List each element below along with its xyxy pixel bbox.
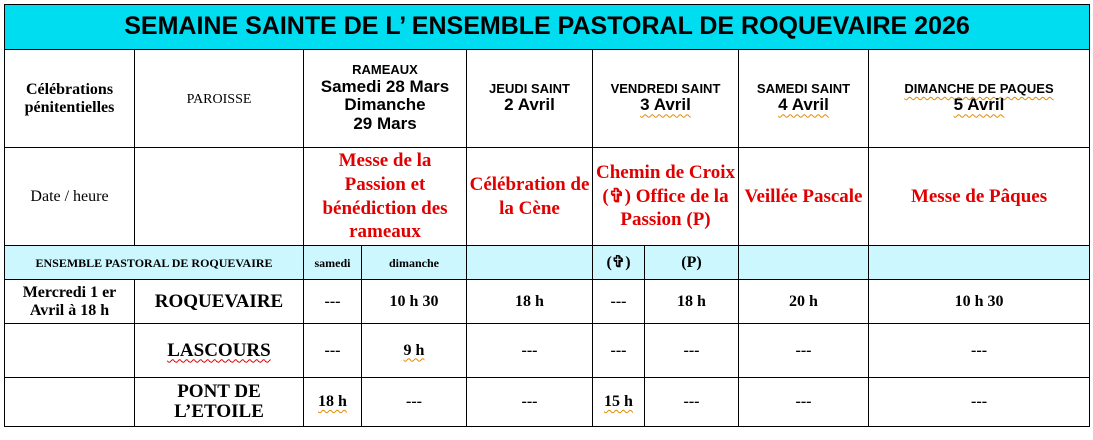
rameaux-header (304, 50, 467, 148)
ensemble-cell (5, 246, 304, 280)
event-row (5, 148, 1090, 246)
dimanche-event: Messe de Pâques (910, 185, 1048, 207)
parish-cell (135, 324, 304, 378)
samedi-event-cell (739, 148, 869, 246)
date-label: Date / heure (30, 187, 109, 205)
cell-samedi-saint (739, 378, 869, 427)
sub-samedi-cell (304, 246, 362, 280)
sub-croix-label: (✞) (606, 253, 631, 271)
vendredi-header-date: 3 Avril (640, 95, 691, 115)
time-value: --- (324, 292, 341, 310)
parish-header (135, 50, 304, 148)
cell-rameaux-dimanche (362, 378, 467, 427)
penitential-header-label: Célébrations pénitentielles (24, 80, 115, 116)
cell-paques (869, 378, 1090, 427)
cell-rameaux-dimanche (362, 324, 467, 378)
vendredi-event-cell (593, 148, 739, 246)
time-value: 10 h 30 (954, 292, 1004, 310)
sub-dimanche-label: dimanche (388, 255, 439, 270)
cell-rameaux-samedi (304, 280, 362, 324)
holy-week-table (4, 4, 1090, 427)
time-value: 18 h (318, 393, 347, 411)
time-value: --- (795, 393, 812, 411)
time-value: --- (683, 341, 700, 359)
samedi-header (739, 50, 869, 148)
table-row (5, 378, 1090, 427)
parish-name: LASCOURS (167, 339, 271, 361)
vendredi-header (593, 50, 739, 148)
time-value: 20 h (789, 292, 818, 310)
time-value: --- (971, 393, 988, 411)
dimanche-event-cell (869, 148, 1090, 246)
penitential-note-cell (5, 280, 135, 324)
parish-name: PONT DE L’ETOILE (174, 381, 264, 422)
penitential-note: Mercredi 1 er Avril à 18 h (22, 283, 117, 319)
time-value: --- (795, 341, 812, 359)
cell-rameaux-samedi (304, 378, 362, 427)
cell-paques (869, 324, 1090, 378)
title-cell (5, 5, 1090, 50)
time-value: --- (324, 341, 341, 359)
penitential-header (5, 50, 135, 148)
rameaux-event: Messe de la Passion et bénédiction des rameaux (322, 150, 448, 243)
cell-vendredi-croix (593, 324, 645, 378)
subheader-row (5, 246, 1090, 280)
rameaux-header-sunday: Dimanche (344, 95, 426, 115)
rameaux-header-sunday-date: 29 Mars (353, 113, 417, 133)
table-row (5, 324, 1090, 378)
parish-cell (135, 280, 304, 324)
cell-vendredi-passion (645, 324, 739, 378)
ensemble-label: ENSEMBLE PASTORAL DE ROQUEVAIRE (35, 255, 273, 270)
cell-rameaux-dimanche (362, 280, 467, 324)
sub-jeudi-cell (467, 246, 593, 280)
sub-passion-label: (P) (681, 253, 702, 271)
table-row (5, 280, 1090, 324)
cell-rameaux-samedi (304, 324, 362, 378)
page-title: SEMAINE SAINTE DE L’ ENSEMBLE PASTORAL DE ROQUEVAIRE 2026 (124, 12, 970, 41)
sub-paques-cell (869, 246, 1090, 280)
jeudi-event: Célébration de la Cène (469, 173, 590, 219)
cell-vendredi-croix (593, 378, 645, 427)
title-row (5, 5, 1090, 50)
sub-croix-cell (593, 246, 645, 280)
cell-samedi-saint (739, 324, 869, 378)
time-value: 10 h 30 (389, 292, 439, 310)
cell-jeudi (467, 378, 593, 427)
sub-passion-cell (645, 246, 739, 280)
vendredi-event: Chemin de Croix (✞) Office de la Passion (P) (596, 161, 735, 231)
cell-vendredi-passion (645, 280, 739, 324)
dimanche-header-date: 5 Avril (953, 95, 1005, 115)
jeudi-event-cell (467, 148, 593, 246)
time-value: 18 h (515, 292, 544, 310)
rameaux-event-cell (304, 148, 467, 246)
cell-jeudi (467, 324, 593, 378)
parish-cell (135, 378, 304, 427)
header-row (5, 50, 1090, 148)
time-value: --- (610, 341, 627, 359)
sub-samedi-label: samedi (314, 255, 351, 270)
samedi-header-title: SAMEDI SAINT (756, 81, 851, 96)
samedi-header-date: 4 Avril (778, 95, 829, 115)
sub-dimanche-cell (362, 246, 467, 280)
date-label-cell (5, 148, 135, 246)
cell-vendredi-passion (645, 378, 739, 427)
cell-vendredi-croix (593, 280, 645, 324)
time-value: --- (521, 341, 538, 359)
dimanche-header (869, 50, 1090, 148)
cell-paques (869, 280, 1090, 324)
jeudi-header-title: JEUDI SAINT (489, 81, 570, 96)
jeudi-header-date: 2 Avril (504, 95, 555, 115)
samedi-event: Veillée Pascale (744, 185, 863, 207)
time-value: 18 h (677, 292, 706, 310)
time-value: --- (521, 393, 538, 411)
jeudi-header (467, 50, 593, 148)
dimanche-header-title: DIMANCHE DE PAQUES (904, 81, 1054, 96)
rameaux-header-saturday: Samedi 28 Mars (320, 76, 450, 96)
time-value: 15 h (604, 393, 633, 411)
time-value: --- (406, 393, 422, 411)
parish-header-label: PAROISSE (186, 91, 252, 107)
rameaux-header-title: RAMEAUX (352, 62, 418, 78)
sub-samedi-saint-cell (739, 246, 869, 280)
time-value: --- (683, 393, 700, 411)
parish-name: ROQUEVAIRE (154, 290, 284, 312)
cell-jeudi (467, 280, 593, 324)
cell-samedi-saint (739, 280, 869, 324)
penitential-empty-cell (5, 324, 135, 378)
penitential-empty-cell (5, 378, 135, 427)
time-value: --- (971, 341, 988, 359)
time-value: --- (610, 292, 627, 310)
event-empty-cell (135, 148, 304, 246)
time-value: 9 h (403, 341, 425, 359)
vendredi-header-title: VENDREDI SAINT (610, 81, 721, 96)
